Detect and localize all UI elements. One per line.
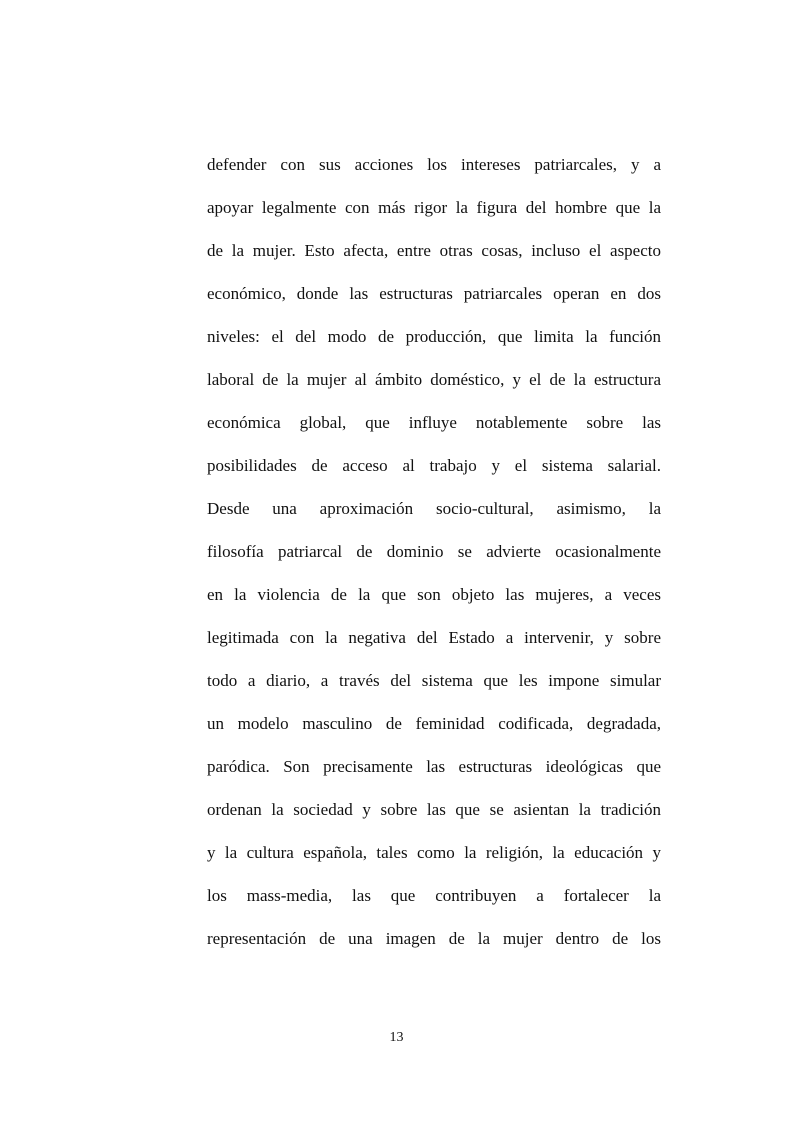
text-line: filosofía patriarcal de dominio se advierte ocasionalmente xyxy=(207,542,661,561)
text-line: en la violencia de la que son objeto las mujeres, a veces xyxy=(207,585,661,604)
text-line: los mass-media, las que contribuyen a fortalecer la xyxy=(207,886,661,905)
text-line: todo a diario, a través del sistema que les impone simular xyxy=(207,671,661,690)
text-line: posibilidades de acceso al trabajo y el sistema salarial. xyxy=(207,456,661,475)
body-text xyxy=(207,150,661,967)
text-line: un modelo masculino de feminidad codificada, degradada, xyxy=(207,714,661,733)
text-line: económica global, que influye notablemente sobre las xyxy=(207,413,661,432)
text-line: ordenan la sociedad y sobre las que se asientan la tradición xyxy=(207,800,661,819)
text-line: y la cultura española, tales como la religión, la educación y xyxy=(207,843,661,862)
text-line: de la mujer. Esto afecta, entre otras cosas, incluso el aspecto xyxy=(207,241,661,260)
text-line: niveles: el del modo de producción, que limita la función xyxy=(207,327,661,346)
text-line: representación de una imagen de la mujer dentro de los xyxy=(207,929,661,948)
text-line: defender con sus acciones los intereses patriarcales, y a xyxy=(207,155,661,174)
page-number: 13 xyxy=(389,1030,404,1045)
text-line: Desde una aproximación socio-cultural, asimismo, la xyxy=(207,499,661,518)
text-line: legitimada con la negativa del Estado a intervenir, y sobre xyxy=(207,628,661,647)
text-line: apoyar legalmente con más rigor la figura del hombre que la xyxy=(207,198,661,217)
text-line: paródica. Son precisamente las estructuras ideológicas que xyxy=(207,757,661,776)
text-line: económico, donde las estructuras patriarcales operan en dos xyxy=(207,284,661,303)
text-line: laboral de la mujer al ámbito doméstico, y el de la estructura xyxy=(207,370,661,389)
